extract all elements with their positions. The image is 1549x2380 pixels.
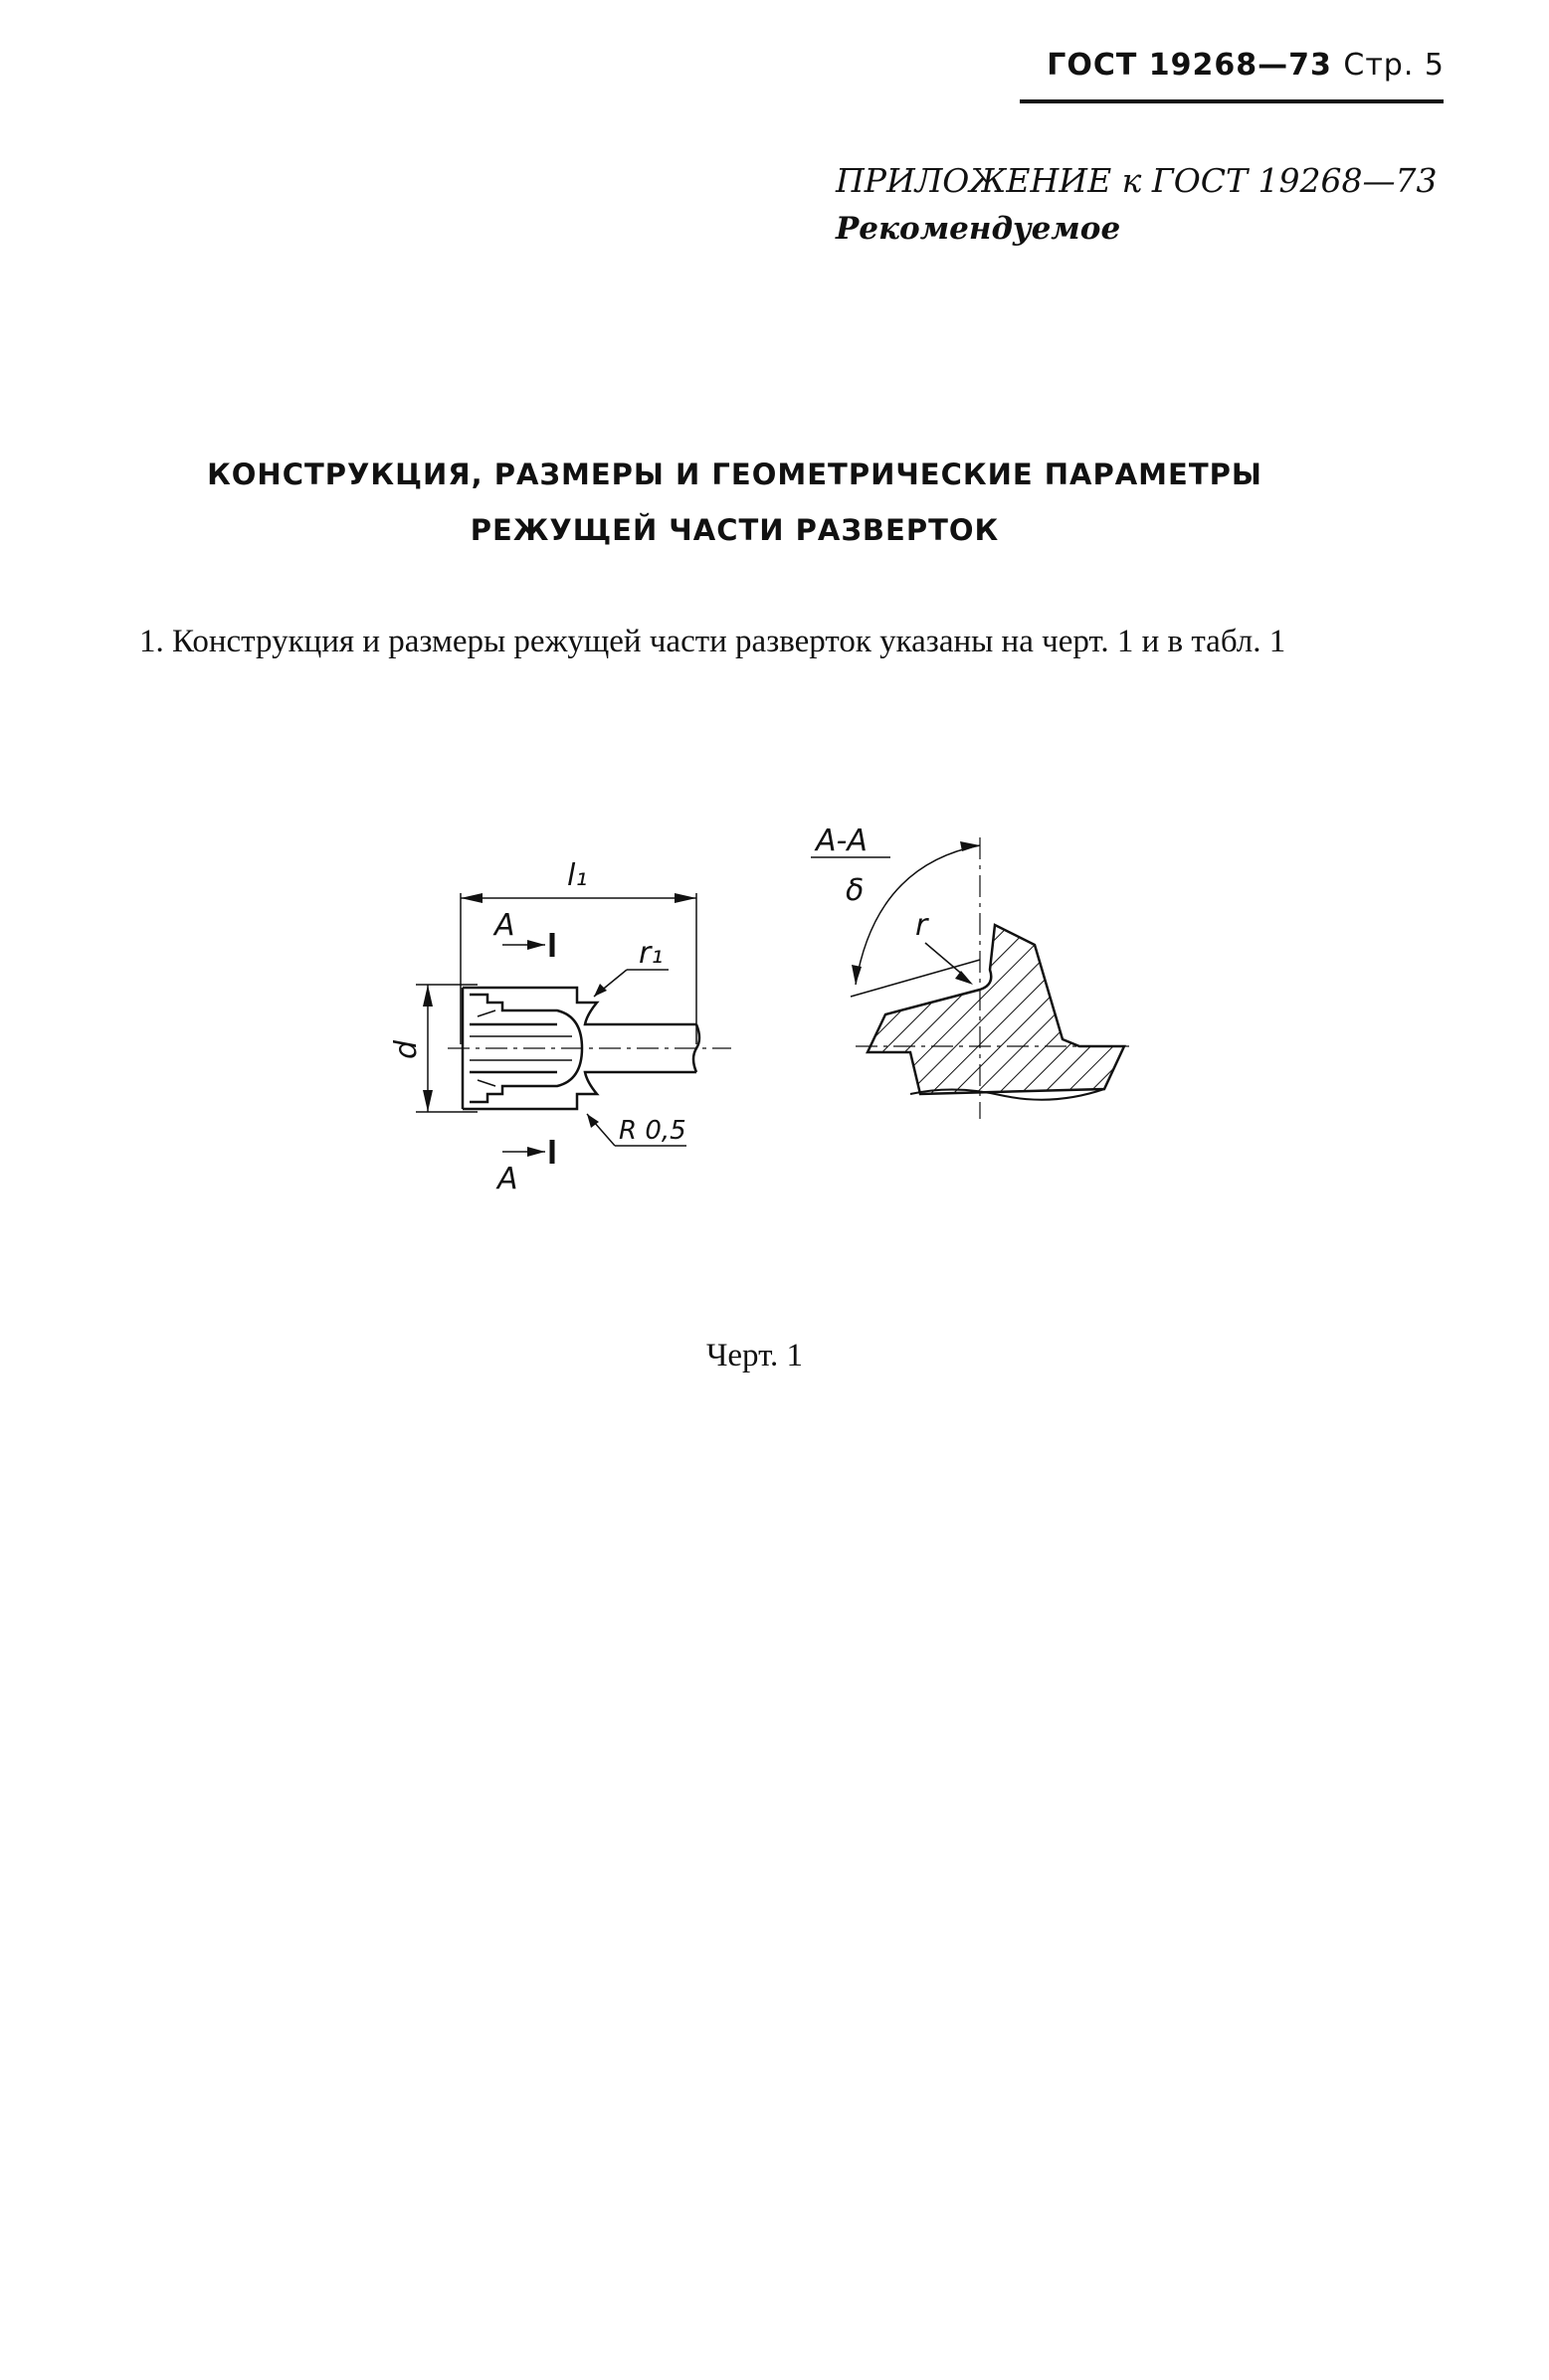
drawing-svg <box>0 786 1549 1253</box>
paragraph-1: 1. Конструкция и размеры режущей части разверток указаны на черт. 1 и в табл. 1 <box>139 624 1286 659</box>
page-number: Стр. 5 <box>1343 48 1445 83</box>
page-header <box>1047 48 1445 83</box>
label-angle-delta: δ <box>846 873 865 908</box>
label-diameter-d: d <box>389 1039 424 1059</box>
technical-drawing <box>0 786 1549 1253</box>
label-section-mark-top: A <box>494 908 515 943</box>
section-title-line-1: КОНСТРУКЦИЯ, РАЗМЕРЫ И ГЕОМЕТРИЧЕСКИЕ ПАРАМЕТРЫ <box>207 458 1262 491</box>
section-title-line-2: РЕЖУЩЕЙ ЧАСТИ РАЗВЕРТОК <box>470 513 1000 547</box>
label-section-mark-bottom: A <box>497 1162 518 1196</box>
appendix-status: Рекомендуемое <box>836 211 1121 247</box>
header-rule <box>1020 99 1444 103</box>
label-radius-note: R 0,5 <box>619 1116 686 1146</box>
standard-number: ГОСТ 19268—73 <box>1047 48 1332 83</box>
figure-caption <box>0 1338 1549 1374</box>
label-radius-r: r <box>915 908 928 943</box>
label-length-l1: l₁ <box>567 858 588 893</box>
figure-caption-text: Черт. 1 <box>705 1338 804 1373</box>
label-radius-r1: r₁ <box>639 936 664 971</box>
appendix-title: ПРИЛОЖЕНИЕ к ГОСТ 19268—73 <box>836 161 1438 200</box>
label-section-a-a: A-A <box>816 824 868 858</box>
appendix-block <box>836 157 1437 253</box>
